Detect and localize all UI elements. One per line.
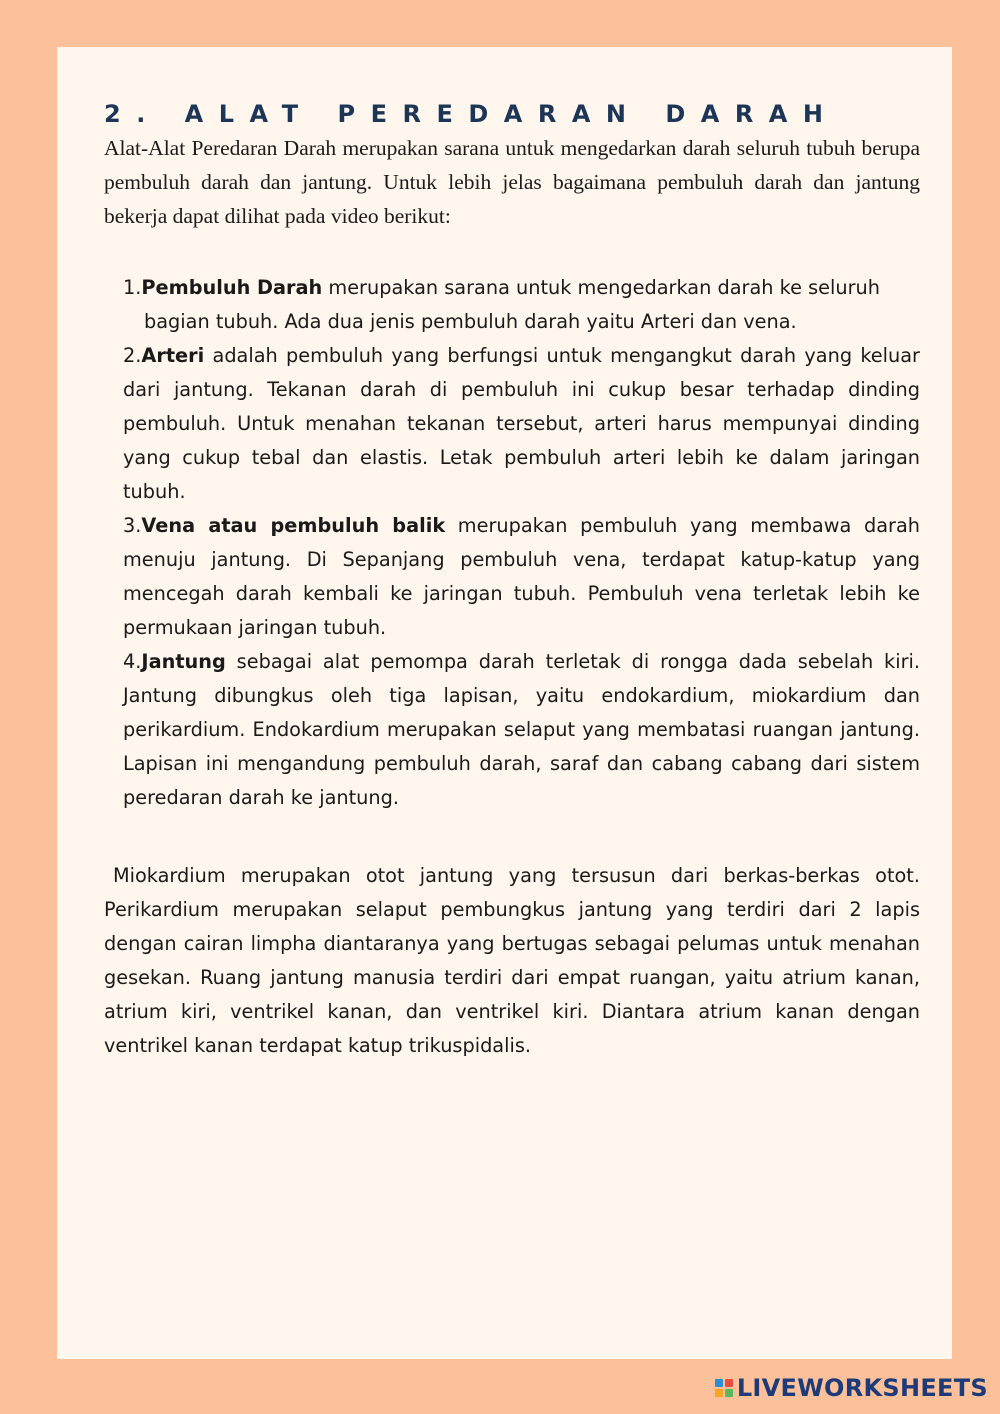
list-item	[123, 509, 920, 645]
list-item-number: 3.	[123, 514, 142, 537]
mark-square	[725, 1379, 733, 1387]
list-item-text: merupakan sarana untuk mengedarkan darah ke seluruh bagian tubuh. Ada dua jenis pembuluh darah yaitu Arteri dan vena.	[144, 276, 880, 333]
list-item-number: 1.	[123, 276, 142, 299]
mark-square	[715, 1379, 723, 1387]
liveworksheets-logo[interactable]	[715, 1374, 988, 1402]
mark-square	[725, 1389, 733, 1397]
list-item	[123, 271, 920, 339]
closing-paragraph: Miokardium merupakan otot jantung yang tersusun dari berkas-berkas otot. Perikardium merupakan selaput pembungkus jantung yang terdiri dari 2 lapis dengan cairan limpha diantaranya yang bertugas sebagai pelumas untuk menahan gesekan. Ruang jantung manusia terdiri dari empat ruangan, yaitu atrium kanan, atrium kiri, ventrikel kanan, dan ventrikel kiri. Diantara atrium kanan dengan ventrikel kanan terdapat katup trikuspidalis.	[104, 864, 920, 1057]
mark-square	[715, 1389, 723, 1397]
list-item	[123, 339, 920, 509]
list-item-number: 2.	[123, 344, 142, 367]
list-item-term: Arteri	[141, 344, 205, 367]
liveworksheets-mark-icon	[715, 1379, 733, 1397]
list-item-term: Vena atau pembuluh balik	[141, 514, 446, 537]
list-item-term: Pembuluh Darah	[141, 276, 323, 299]
section-title: 2. ALAT PEREDARAN DARAH	[104, 100, 839, 128]
numbered-list	[123, 271, 920, 815]
list-item	[123, 645, 920, 815]
liveworksheets-wordmark: LIVEWORKSHEETS	[736, 1374, 988, 1402]
worksheet-page	[57, 47, 952, 1359]
list-item-text: merupakan pembuluh yang membawa darah menuju jantung. Di Sepanjang pembuluh vena, terdapat katup-katup yang mencegah darah kembali ke jaringan tubuh. Pembuluh vena terletak lebih ke permukaan jaringan tubuh.	[123, 514, 920, 639]
list-item-text: adalah pembuluh yang berfungsi untuk mengangkut darah yang keluar dari jantung. Tekanan darah di pembuluh ini cukup besar terhadap dinding pembuluh. Untuk menahan tekanan tersebut, arteri harus mempunyai dinding yang cukup tebal dan elastis. Letak pembuluh arteri lebih ke dalam jaringan tubuh.	[123, 344, 920, 503]
list-item-term: Jantung	[141, 650, 226, 673]
intro-paragraph: Alat-Alat Peredaran Darah merupakan sarana untuk mengedarkan darah seluruh tubuh berupa pembuluh darah dan jantung. Untuk lebih jelas bagaimana pembuluh darah dan jantung bekerja dapat dilihat pada video berikut:	[104, 136, 920, 228]
list-item-number: 4.	[123, 650, 142, 673]
list-item-text: sebagai alat pemompa darah terletak di rongga dada sebelah kiri. Jantung dibungkus oleh tiga lapisan, yaitu endokardium, miokardium dan perikardium. Endokardium merupakan selaput yang membatasi ruangan jantung. Lapisan ini mengandung pembuluh darah, saraf dan cabang cabang dari sistem peredaran darah ke jantung.	[123, 650, 920, 809]
